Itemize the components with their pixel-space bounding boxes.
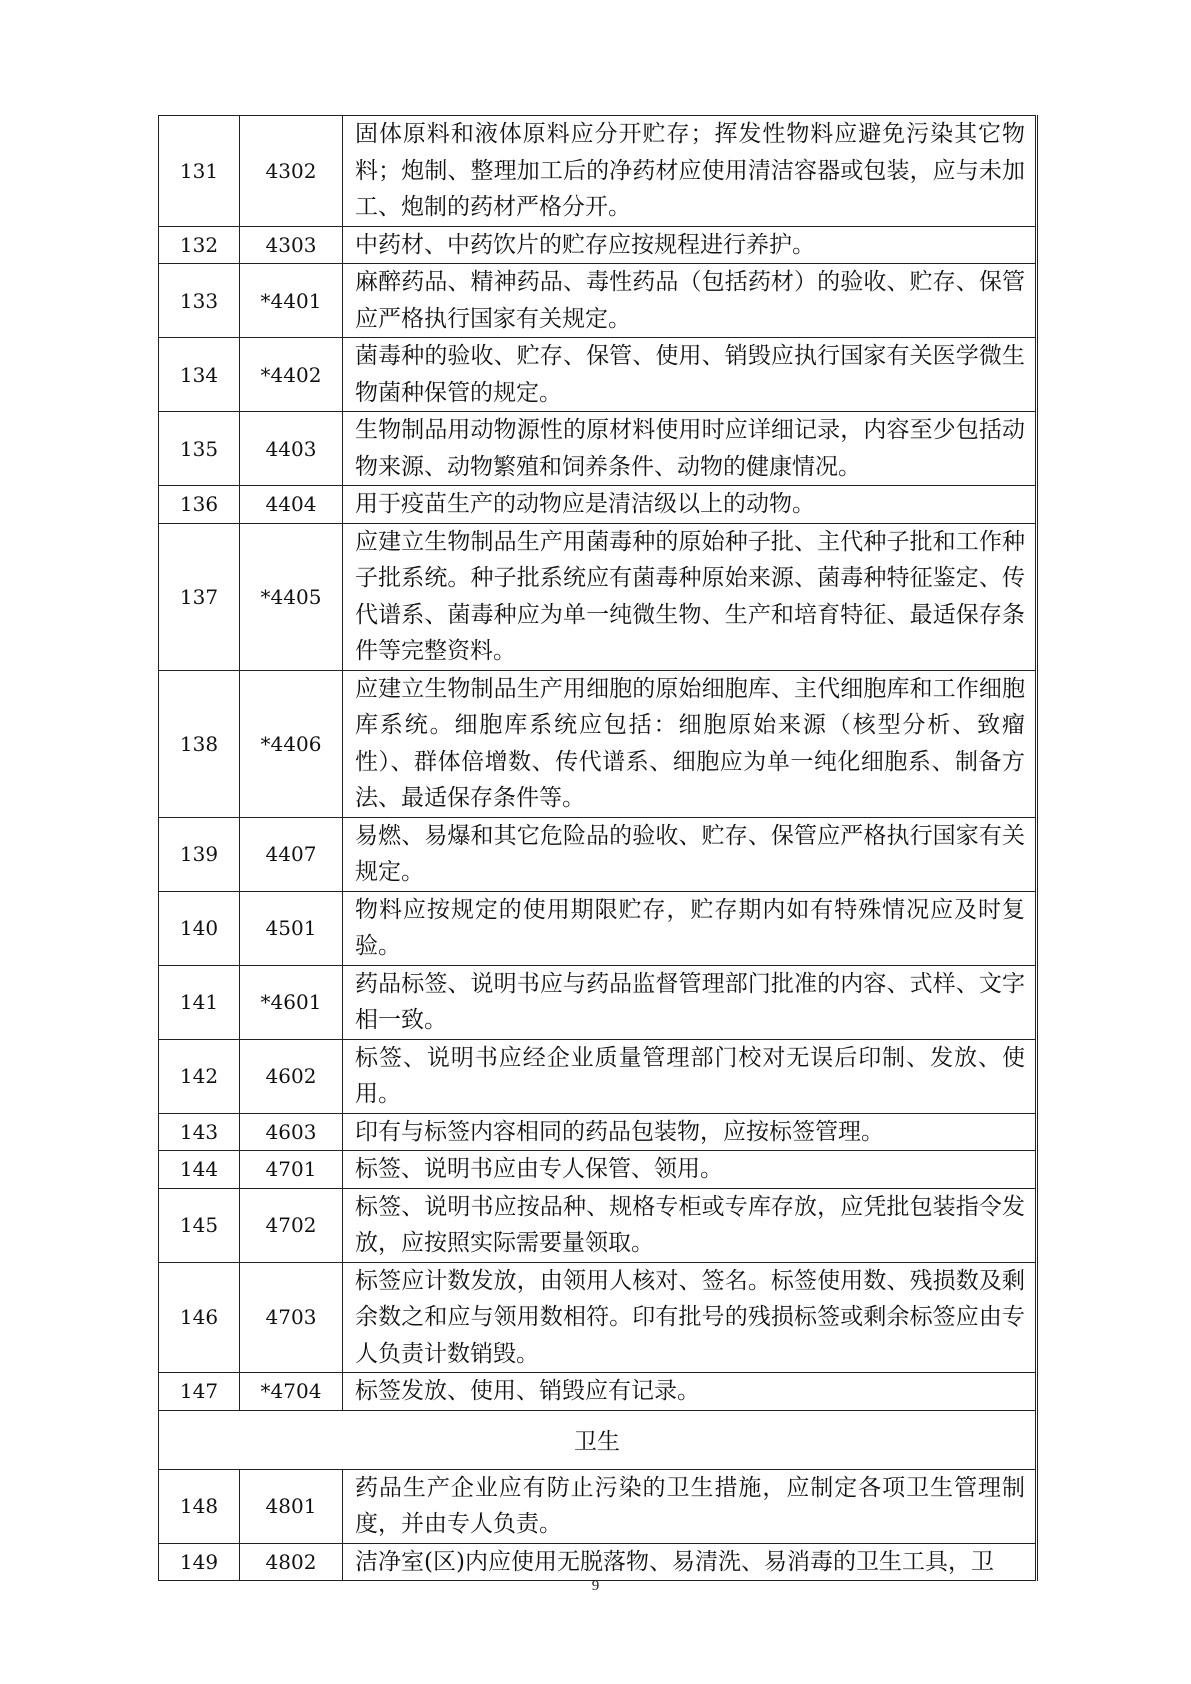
item-number: 137 <box>159 523 240 670</box>
table-row <box>159 965 1037 1039</box>
table-row <box>159 1543 1037 1581</box>
item-number: 140 <box>159 891 240 965</box>
item-number: 138 <box>159 670 240 817</box>
clause-code: *4402 <box>240 338 343 412</box>
clause-code: 4802 <box>240 1543 343 1581</box>
clause-code: *4406 <box>240 670 343 817</box>
item-number: 135 <box>159 412 240 486</box>
clause-code: 4501 <box>240 891 343 965</box>
item-number: 136 <box>159 486 240 524</box>
clause-code: *4405 <box>240 523 343 670</box>
clause-text: 中药材、中药饮片的贮存应按规程进行养护。 <box>343 226 1037 264</box>
table-row <box>159 1188 1037 1262</box>
table-row <box>159 1262 1037 1373</box>
item-number: 145 <box>159 1188 240 1262</box>
clause-code: 4303 <box>240 226 343 264</box>
clause-text: 用于疫苗生产的动物应是清洁级以上的动物。 <box>343 486 1037 524</box>
clause-code: *4601 <box>240 965 343 1039</box>
clause-text: 洁净室(区)内应使用无脱落物、易清洗、易消毒的卫生工具，卫 <box>343 1543 1037 1581</box>
clause-text: 应建立生物制品生产用细胞的原始细胞库、主代细胞库和工作细胞库系统。细胞库系统应包括：细胞原始来源（核型分析、致瘤性）、群体倍增数、传代谱系、细胞应为单一纯化细胞系、制备方法、最适保存条件等。 <box>343 670 1037 817</box>
clause-text: 应建立生物制品生产用菌毒种的原始种子批、主代种子批和工作种子批系统。种子批系统应有菌毒种原始来源、菌毒种特征鉴定、传代谱系、菌毒种应为单一纯微生物、生产和培育特征、最适保存条件等完整资料。 <box>343 523 1037 670</box>
clause-code: 4302 <box>240 116 343 227</box>
table-row <box>159 338 1037 412</box>
clause-text: 标签、说明书应由专人保管、领用。 <box>343 1151 1037 1189</box>
clause-text: 药品标签、说明书应与药品监督管理部门批准的内容、式样、文字相一致。 <box>343 965 1037 1039</box>
table-row <box>159 1113 1037 1151</box>
item-number: 141 <box>159 965 240 1039</box>
clause-code: 4701 <box>240 1151 343 1189</box>
table-row <box>159 486 1037 524</box>
clause-code: 4801 <box>240 1469 343 1543</box>
clause-text: 物料应按规定的使用期限贮存，贮存期内如有特殊情况应及时复验。 <box>343 891 1037 965</box>
item-number: 148 <box>159 1469 240 1543</box>
table-row <box>159 817 1037 891</box>
table-row <box>159 264 1037 338</box>
item-number: 131 <box>159 116 240 227</box>
clause-text: 标签、说明书应经企业质量管理部门校对无误后印制、发放、使用。 <box>343 1039 1037 1113</box>
item-number: 144 <box>159 1151 240 1189</box>
clause-text: 菌毒种的验收、贮存、保管、使用、销毁应执行国家有关医学微生物菌种保管的规定。 <box>343 338 1037 412</box>
table-row <box>159 1039 1037 1113</box>
item-number: 143 <box>159 1113 240 1151</box>
section-title: 卫生 <box>159 1410 1037 1469</box>
clause-text: 药品生产企业应有防止污染的卫生措施，应制定各项卫生管理制度，并由专人负责。 <box>343 1469 1037 1543</box>
clause-text: 印有与标签内容相同的药品包装物，应按标签管理。 <box>343 1113 1037 1151</box>
clause-code: 4602 <box>240 1039 343 1113</box>
item-number: 134 <box>159 338 240 412</box>
item-number: 142 <box>159 1039 240 1113</box>
item-number: 133 <box>159 264 240 338</box>
clause-text: 麻醉药品、精神药品、毒性药品（包括药材）的验收、贮存、保管应严格执行国家有关规定。 <box>343 264 1037 338</box>
item-number: 149 <box>159 1543 240 1581</box>
table-row <box>159 1151 1037 1189</box>
item-number: 132 <box>159 226 240 264</box>
item-number: 147 <box>159 1373 240 1411</box>
table-row <box>159 891 1037 965</box>
table-row <box>159 226 1037 264</box>
clause-text: 标签、说明书应按品种、规格专柜或专库存放，应凭批包装指令发放，应按照实际需要量领取。 <box>343 1188 1037 1262</box>
item-number: 146 <box>159 1262 240 1373</box>
clause-code: *4401 <box>240 264 343 338</box>
inspection-items-table <box>158 115 1038 1581</box>
table-row <box>159 670 1037 817</box>
clause-text: 固体原料和液体原料应分开贮存；挥发性物料应避免污染其它物料；炮制、整理加工后的净药材应使用清洁容器或包装，应与未加工、炮制的药材严格分开。 <box>343 116 1037 227</box>
table-row <box>159 116 1037 227</box>
clause-code: 4702 <box>240 1188 343 1262</box>
table-row <box>159 523 1037 670</box>
table-row <box>159 1373 1037 1411</box>
clause-text: 标签应计数发放，由领用人核对、签名。标签使用数、残损数及剩余数之和应与领用数相符。印有批号的残损标签或剩余标签应由专人负责计数销毁。 <box>343 1262 1037 1373</box>
section-header-row <box>159 1410 1037 1469</box>
clause-text: 生物制品用动物源性的原材料使用时应详细记录，内容至少包括动物来源、动物繁殖和饲养条件、动物的健康情况。 <box>343 412 1037 486</box>
table-row <box>159 412 1037 486</box>
clause-text: 易燃、易爆和其它危险品的验收、贮存、保管应严格执行国家有关规定。 <box>343 817 1037 891</box>
table-row <box>159 1469 1037 1543</box>
clause-code: 4603 <box>240 1113 343 1151</box>
clause-code: 4404 <box>240 486 343 524</box>
clause-code: 4407 <box>240 817 343 891</box>
item-number: 139 <box>159 817 240 891</box>
inspection-table-container <box>158 115 1038 1581</box>
clause-code: *4704 <box>240 1373 343 1411</box>
clause-code: 4703 <box>240 1262 343 1373</box>
page-number: 9 <box>591 1578 600 1594</box>
clause-text: 标签发放、使用、销毁应有记录。 <box>343 1373 1037 1411</box>
clause-code: 4403 <box>240 412 343 486</box>
